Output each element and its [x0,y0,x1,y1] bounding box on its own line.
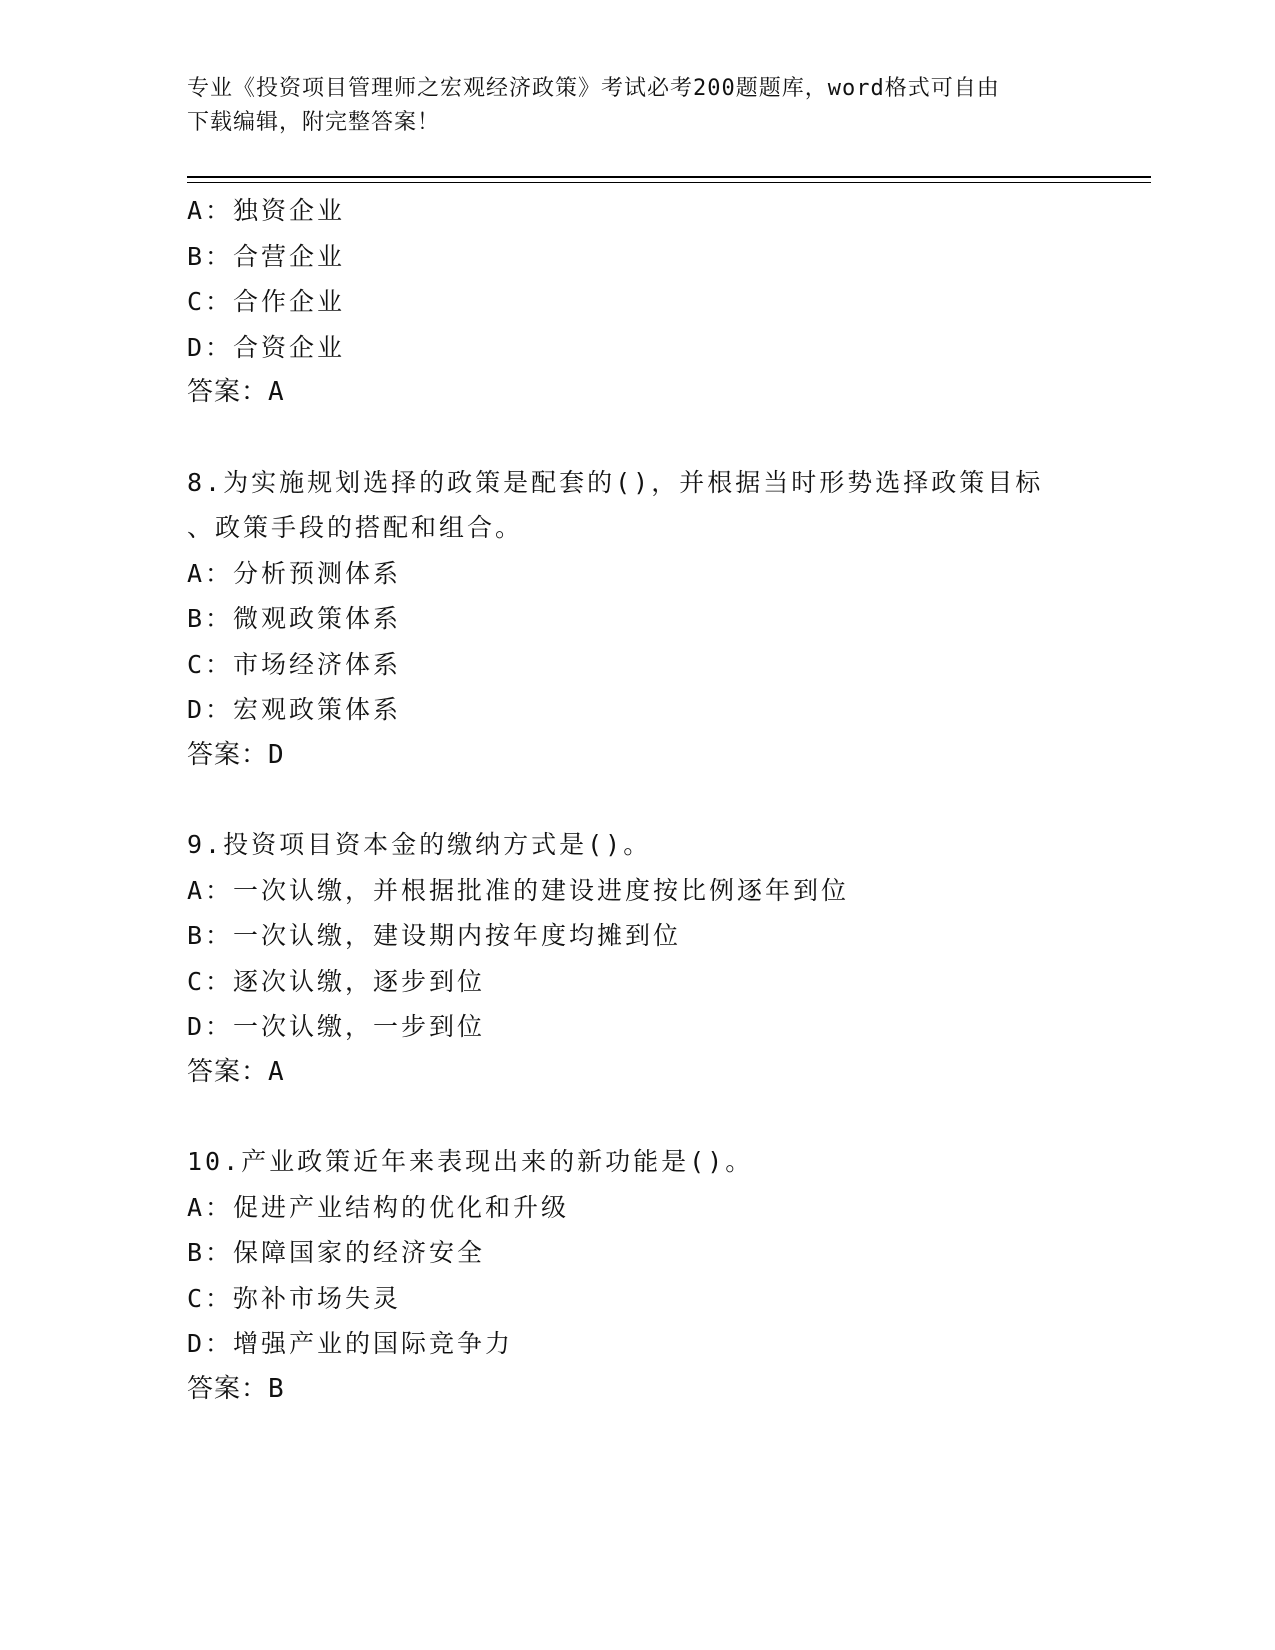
question-stem-continued: 、政策手段的搭配和组合。 [187,513,524,542]
option-a: A：促进产业结构的优化和升级 [187,1192,570,1222]
spacer [187,778,1147,822]
question-10-block [187,1139,1147,1412]
option-a: A：一次认缴，并根据批准的建设进度按比例逐年到位 [187,875,850,905]
question-stem: 10.产业政策近年来表现出来的新功能是()。 [187,1147,754,1176]
answer-line: 答案：A [187,1056,285,1087]
option-d: D：增强产业的国际竞争力 [187,1329,514,1358]
option-d: D：宏观政策体系 [187,695,402,724]
header-line-1: 专业《投资项目管理师之宏观经济政策》考试必考200题题库，word格式可自由 [187,76,1000,101]
question-stem: 8.为实施规划选择的政策是配套的()，并根据当时形势选择政策目标 [187,467,1044,497]
option-c: C：合作企业 [187,287,346,316]
option-a: A：分析预测体系 [187,558,402,588]
option-b: B：微观政策体系 [187,604,402,633]
option-a: A：独资企业 [187,196,346,225]
spacer [187,416,1147,460]
option-b: B：保障国家的经济安全 [187,1238,486,1267]
header-rule-thin [187,182,1151,183]
question-7-block [187,188,1147,416]
option-b: B：一次认缴，建设期内按年度均摊到位 [187,921,682,950]
option-c: C：弥补市场失灵 [187,1283,402,1313]
option-d: D：合资企业 [187,332,346,362]
question-9-block [187,822,1147,1095]
option-d: D：一次认缴，一步到位 [187,1012,486,1041]
answer-line: 答案：A [187,377,285,407]
answer-line: 答案：D [187,739,285,770]
option-c: C：市场经济体系 [187,649,402,679]
answer-line: 答案：B [187,1373,285,1404]
header-rule-thick [187,176,1151,178]
option-b: B：合营企业 [187,241,346,271]
question-8-block [187,460,1147,779]
header-line-2: 下载编辑，附完整答案！ [187,110,441,135]
spacer [187,1095,1147,1139]
question-stem: 9.投资项目资本金的缴纳方式是()。 [187,830,652,859]
option-c: C：逐次认缴，逐步到位 [187,966,486,996]
question-list [187,188,1147,1412]
document-header [187,72,1087,140]
